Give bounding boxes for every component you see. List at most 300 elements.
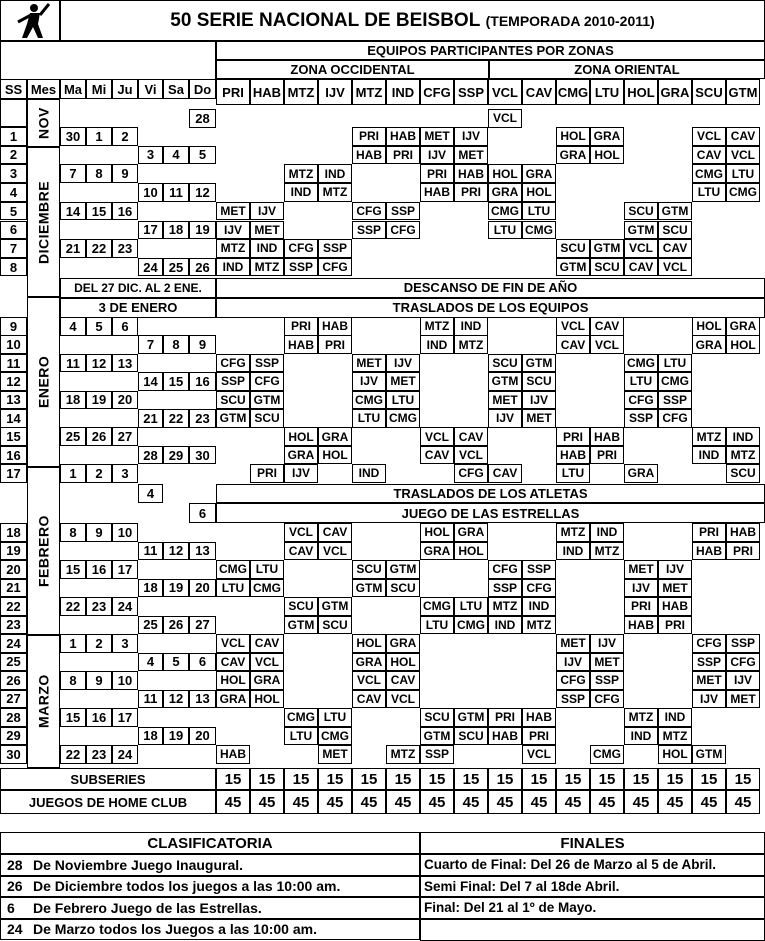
matchup-team: SSP [522, 560, 556, 579]
clasif-num: 6 [7, 899, 15, 916]
clasif-text: De Diciembre todos los juegos a las 10:00 am. [33, 878, 341, 895]
ss-number: 3 [0, 164, 27, 183]
team-header: SCU [692, 79, 726, 105]
col-day: Ju [112, 79, 138, 99]
day-number: 13 [189, 542, 216, 561]
team-header: CFG [420, 79, 454, 105]
col-day: Ma [60, 79, 86, 99]
matchup-team: MET [658, 579, 692, 598]
matchup-team: LTU [216, 579, 250, 598]
day-number: 18 [163, 221, 189, 240]
matchup-team: GRA [454, 523, 488, 542]
matchup-team: HAB [386, 127, 420, 146]
home-value: 45 [454, 790, 488, 814]
matchup-team: CFG [386, 221, 420, 240]
matchup-team: HAB [420, 183, 454, 202]
team-header: PRI [216, 79, 250, 105]
allstar-text: JUEGO DE LAS ESTRELLAS [216, 503, 765, 523]
matchup-team: GTM [454, 708, 488, 727]
day-number: 14 [138, 372, 163, 391]
matchup-team: GTM [692, 745, 726, 764]
month-nov: NOV [27, 99, 60, 147]
matchup-team: GRA [522, 164, 556, 183]
day-number: 17 [112, 560, 138, 579]
matchup-team: CMG [692, 164, 726, 183]
subseries-label: SUBSERIES [0, 768, 216, 790]
matchup-team: VCL [454, 446, 488, 465]
day-number: 19 [86, 391, 112, 410]
matchup-team: CMG [590, 745, 624, 764]
matchup-team: CAV [250, 634, 284, 653]
matchup-team: SSP [352, 221, 386, 240]
matchup-team: HAB [692, 542, 726, 561]
matchup-team: PRI [318, 335, 352, 354]
matchup-team: SCU [556, 239, 590, 258]
day-number: 28 [138, 446, 163, 465]
matchup-team: VCL [250, 653, 284, 672]
day-number: 21 [60, 239, 86, 258]
matchup-team: PRI [386, 146, 420, 165]
matchup-team: PRI [284, 317, 318, 336]
matchup-team: IJV [284, 464, 318, 483]
subseries-value: 15 [454, 768, 488, 790]
matchup-team: GTM [658, 202, 692, 221]
matchup-team: GRA [556, 146, 590, 165]
matchup-team: HOL [488, 164, 522, 183]
matchup-team: CMG [522, 221, 556, 240]
home-value: 45 [284, 790, 318, 814]
col-day: Sa [163, 79, 189, 99]
ss-number: 15 [0, 427, 27, 446]
day-number: 12 [189, 183, 216, 202]
logo-cell [0, 0, 60, 41]
ss-blank [0, 99, 27, 127]
matchup-team: MTZ [284, 164, 318, 183]
matchup-team: SSP [216, 372, 250, 391]
matchup-team: IJV [556, 653, 590, 672]
team-header: CAV [522, 79, 556, 105]
matchup-team: SCU [522, 372, 556, 391]
header-blank [0, 41, 216, 80]
matchup-team: SCU [454, 727, 488, 746]
finals-item: Semi Final: Del 7 al 18de Abril. [420, 876, 765, 898]
matchup-team: CFG [726, 653, 760, 672]
matchup-team: LTU [284, 727, 318, 746]
day-number: 30 [60, 127, 86, 146]
day-number: 25 [163, 258, 189, 277]
home-value: 45 [692, 790, 726, 814]
ss-number: 26 [0, 671, 27, 690]
matchup-team: IJV [454, 127, 488, 146]
matchup-team: VCL [522, 745, 556, 764]
matchup-team: LTU [250, 560, 284, 579]
matchup-team: MTZ [420, 317, 454, 336]
athletes-day: 4 [138, 484, 163, 503]
matchup-team: MTZ [216, 239, 250, 258]
matchup-team: MET [556, 634, 590, 653]
matchup-team: SSP [658, 391, 692, 410]
matchup-team: MTZ [556, 523, 590, 542]
matchup-team: IJV [352, 372, 386, 391]
col-mes: Mes [27, 79, 60, 99]
matchup-team: HAB [216, 745, 250, 764]
day-number: 20 [189, 727, 216, 746]
matchup-team: GTM [352, 579, 386, 598]
matchup-team: PRI [250, 464, 284, 483]
day-number: 4 [163, 146, 189, 165]
matchup-team: IJV [726, 671, 760, 690]
matchup-team: CAV [318, 523, 352, 542]
col-day: Mi [86, 79, 112, 99]
matchup-team: GTM [590, 239, 624, 258]
day-number: 24 [138, 258, 163, 277]
matchup-team: GTM [488, 372, 522, 391]
home-value: 45 [318, 790, 352, 814]
matchup-team: CAV [556, 335, 590, 354]
ss-number: 21 [0, 579, 27, 598]
matchup-team: GRA [420, 542, 454, 561]
matchup-team: MTZ [726, 446, 760, 465]
participants-header: EQUIPOS PARTICIPANTES POR ZONAS [216, 41, 765, 60]
matchup-team: MET [726, 690, 760, 709]
matchup-team: CFG [318, 258, 352, 277]
ss-number: 8 [0, 258, 27, 277]
month-dic: DICIEMBRE [27, 147, 60, 297]
matchup-team: CFG [624, 391, 658, 410]
matchup-team: MET [590, 653, 624, 672]
matchup-team: HOL [250, 690, 284, 709]
ss-number: 2 [0, 146, 27, 165]
day-number: 23 [189, 409, 216, 428]
matchup-team: MTZ [318, 183, 352, 202]
matchup-team: HOL [352, 634, 386, 653]
matchup-team: HOL [420, 523, 454, 542]
subseries-value: 15 [624, 768, 658, 790]
finals-item: Cuarto de Final: Del 26 de Marzo al 5 de Abril. [420, 854, 765, 876]
matchup-team: HAB [624, 616, 658, 635]
matchup-team: IJV [624, 579, 658, 598]
matchup-team: MTZ [658, 727, 692, 746]
matchup-team: MET [624, 560, 658, 579]
day-number: 1 [60, 634, 86, 653]
matchup-team: IND [284, 183, 318, 202]
matchup-team: MTZ [624, 708, 658, 727]
day-number: 3 [112, 634, 138, 653]
matchup-team: CMG [726, 183, 760, 202]
team-header: HAB [250, 79, 284, 105]
matchup-team: HOL [386, 653, 420, 672]
matchup-team: CFG [250, 372, 284, 391]
matchup-team: IJV [250, 202, 284, 221]
matchup-team: MTZ [454, 335, 488, 354]
matchup-team: GTM [284, 616, 318, 635]
matchup-team: GTM [556, 258, 590, 277]
transfer-text: TRASLADOS DE LOS EQUIPOS [216, 298, 765, 318]
matchup-team: SCU [318, 616, 352, 635]
home-value: 45 [522, 790, 556, 814]
page-title [60, 0, 765, 41]
day-number: 25 [60, 427, 86, 446]
matchup-team: MTZ [488, 597, 522, 616]
day-number: 6 [189, 653, 216, 672]
batter-icon [10, 2, 50, 40]
col-day: Vi [138, 79, 163, 99]
matchup-team: LTU [556, 464, 590, 483]
day-number: 12 [163, 690, 189, 709]
matchup-team: CAV [692, 146, 726, 165]
day-number: 24 [112, 745, 138, 764]
day-number: 5 [189, 146, 216, 165]
matchup-team: VCL [556, 317, 590, 336]
team-header: GTM [726, 79, 760, 105]
matchup-team: IND [556, 542, 590, 561]
ss-number: 25 [0, 653, 27, 672]
ss-number: 1 [0, 127, 27, 146]
matchup-team: VCL [284, 523, 318, 542]
matchup-team: CMG [454, 616, 488, 635]
matchup-team: MET [454, 146, 488, 165]
ss-number: 19 [0, 542, 27, 561]
matchup-team: MET [318, 745, 352, 764]
matchup-team: HAB [522, 708, 556, 727]
matchup-team: PRI [420, 164, 454, 183]
day-number: 26 [86, 427, 112, 446]
matchup-team: IND [216, 258, 250, 277]
matchup-team: PRI [352, 127, 386, 146]
clasif-title: CLASIFICATORIA [0, 832, 420, 854]
matchup-team: IND [624, 727, 658, 746]
day-number: 20 [112, 391, 138, 410]
day-number: 16 [86, 560, 112, 579]
matchup-team: MET [420, 127, 454, 146]
matchup-team: LTU [624, 372, 658, 391]
matchup-team: HAB [726, 523, 760, 542]
matchup-team: SCU [284, 597, 318, 616]
ss-number: 23 [0, 616, 27, 635]
matchup-team: PRI [522, 727, 556, 746]
matchup-team: IJV [420, 146, 454, 165]
ss-number: 13 [0, 391, 27, 410]
day-number: 29 [163, 446, 189, 465]
month-mar: MARZO [27, 635, 60, 768]
subseries-value: 15 [352, 768, 386, 790]
ss-number: 20 [0, 560, 27, 579]
matchup-team: MTZ [590, 542, 624, 561]
matchup-team: GRA [488, 183, 522, 202]
matchup-team: HOL [556, 127, 590, 146]
day-number: 22 [163, 409, 189, 428]
day-number: 2 [112, 127, 138, 146]
matchup-team: IJV [488, 409, 522, 428]
title-main: 50 SERIE NACIONAL DE BEISBOL [170, 10, 481, 31]
allstar-day: 6 [189, 503, 216, 523]
matchup-team: HOL [454, 542, 488, 561]
matchup-team: SCU [386, 579, 420, 598]
matchup-team: CMG [624, 354, 658, 373]
team-header: IND [386, 79, 420, 105]
matchup-team: PRI [624, 597, 658, 616]
matchup-team: SCU [726, 464, 760, 483]
day-number: 17 [138, 221, 163, 240]
subseries-value: 15 [590, 768, 624, 790]
matchup-team: HAB [454, 164, 488, 183]
matchup-team: PRI [658, 616, 692, 635]
day-number: 7 [138, 335, 163, 354]
matchup-team: MTZ [250, 258, 284, 277]
matchup-team: PRI [556, 427, 590, 446]
day-number: 14 [60, 202, 86, 221]
day-number: 22 [60, 597, 86, 616]
day-number: 3 [138, 146, 163, 165]
matchup-team: SSP [488, 579, 522, 598]
matchup-team: HOL [216, 671, 250, 690]
matchup-team: IJV [692, 690, 726, 709]
matchup-team: GTM [624, 221, 658, 240]
matchup-team: SSP [692, 653, 726, 672]
day-number: 18 [138, 727, 163, 746]
day-number: 18 [60, 391, 86, 410]
day-number: 11 [60, 354, 86, 373]
matchup-team: LTU [726, 164, 760, 183]
matchup-team: MTZ [522, 616, 556, 635]
matchup-team: IJV [658, 560, 692, 579]
matchup-team: CFG [692, 634, 726, 653]
matchup-team: SSP [386, 202, 420, 221]
team-header: LTU [590, 79, 624, 105]
matchup-team: PRI [454, 183, 488, 202]
matchup-team: SCU [590, 258, 624, 277]
day-number: 9 [189, 335, 216, 354]
matchup-team: HOL [318, 446, 352, 465]
home-value: 45 [658, 790, 692, 814]
ss-number: 27 [0, 690, 27, 709]
ss-number: 14 [0, 409, 27, 428]
transfer-date: 3 DE ENERO [60, 298, 216, 318]
matchup-team: CFG [556, 671, 590, 690]
matchup-team: VCL [386, 690, 420, 709]
matchup-team: GRA [250, 671, 284, 690]
matchup-team: HAB [590, 427, 624, 446]
day-number: 8 [60, 671, 86, 690]
matchup-team: LTU [692, 183, 726, 202]
matchup-team: HOL [692, 317, 726, 336]
month-ene: ENERO [27, 297, 60, 467]
matchup-team: IJV [386, 354, 420, 373]
clasif-num: 26 [7, 878, 23, 895]
matchup-team: MTZ [386, 745, 420, 764]
home-value: 45 [590, 790, 624, 814]
subseries-value: 15 [556, 768, 590, 790]
day-number: 12 [163, 542, 189, 561]
matchup-team: LTU [352, 409, 386, 428]
subseries-value: 15 [726, 768, 760, 790]
matchup-team: GRA [352, 653, 386, 672]
matchup-team: VCL [488, 109, 522, 128]
matchup-team: PRI [488, 708, 522, 727]
rest-text: DESCANSO DE FIN DE AÑO [216, 278, 765, 298]
day-number: 8 [86, 164, 112, 183]
day-number: 23 [86, 597, 112, 616]
matchup-team: GTM [522, 354, 556, 373]
matchup-team: GTM [386, 560, 420, 579]
home-label: JUEGOS DE HOME CLUB [0, 790, 216, 814]
matchup-team: CAV [726, 127, 760, 146]
matchup-team: GRA [692, 335, 726, 354]
day-number: 3 [112, 464, 138, 483]
matchup-team: VCL [624, 239, 658, 258]
matchup-team: MET [250, 221, 284, 240]
day-number: 27 [112, 427, 138, 446]
home-value: 45 [726, 790, 760, 814]
matchup-team: HAB [488, 727, 522, 746]
day-number: 9 [86, 671, 112, 690]
ss-number: 4 [0, 183, 27, 202]
zone-east-header: ZONA ORIENTAL [489, 60, 765, 79]
day-number: 10 [112, 523, 138, 542]
matchup-team: HOL [284, 427, 318, 446]
matchup-team: CFG [284, 239, 318, 258]
matchup-team: CMG [488, 202, 522, 221]
day-number: 1 [86, 127, 112, 146]
matchup-team: GTM [216, 409, 250, 428]
team-header: VCL [488, 79, 522, 105]
matchup-team: VCL [658, 258, 692, 277]
ss-number: 24 [0, 634, 27, 653]
subseries-value: 15 [284, 768, 318, 790]
matchup-team: SSP [556, 690, 590, 709]
day-number: 21 [138, 409, 163, 428]
home-value: 45 [250, 790, 284, 814]
matchup-team: LTU [522, 202, 556, 221]
ss-number: 22 [0, 597, 27, 616]
matchup-team: GRA [624, 464, 658, 483]
day-number: 13 [189, 690, 216, 709]
ss-number: 11 [0, 354, 27, 373]
subseries-value: 15 [216, 768, 250, 790]
day-number: 12 [86, 354, 112, 373]
day-number: 25 [138, 616, 163, 635]
ss-number: 18 [0, 523, 27, 542]
matchup-team: IND [692, 446, 726, 465]
matchup-team: IND [590, 523, 624, 542]
matchup-team: SSP [624, 409, 658, 428]
day-number: 5 [163, 653, 189, 672]
matchup-team: GRA [726, 317, 760, 336]
clasif-text: De Febrero Juego de las Estrellas. [33, 899, 262, 916]
matchup-team: HAB [318, 317, 352, 336]
matchup-team: CAV [624, 258, 658, 277]
day-number: 13 [112, 354, 138, 373]
col-ss: SS [0, 79, 27, 99]
matchup-team: CFG [590, 690, 624, 709]
day-number: 1 [60, 464, 86, 483]
matchup-team: CFG [658, 409, 692, 428]
day-number: 11 [163, 183, 189, 202]
matchup-team: IND [318, 164, 352, 183]
matchup-team: IND [522, 597, 556, 616]
matchup-team: VCL [692, 127, 726, 146]
matchup-team: VCL [590, 335, 624, 354]
day-number: 18 [138, 579, 163, 598]
matchup-team: MET [522, 409, 556, 428]
day-number: 10 [138, 183, 163, 202]
matchup-team: IND [454, 317, 488, 336]
finals-item: Final: Del 21 al 1º de Mayo. [420, 897, 765, 919]
matchup-team: SCU [352, 560, 386, 579]
matchup-team: IND [726, 427, 760, 446]
home-value: 45 [420, 790, 454, 814]
matchup-team: CFG [454, 464, 488, 483]
